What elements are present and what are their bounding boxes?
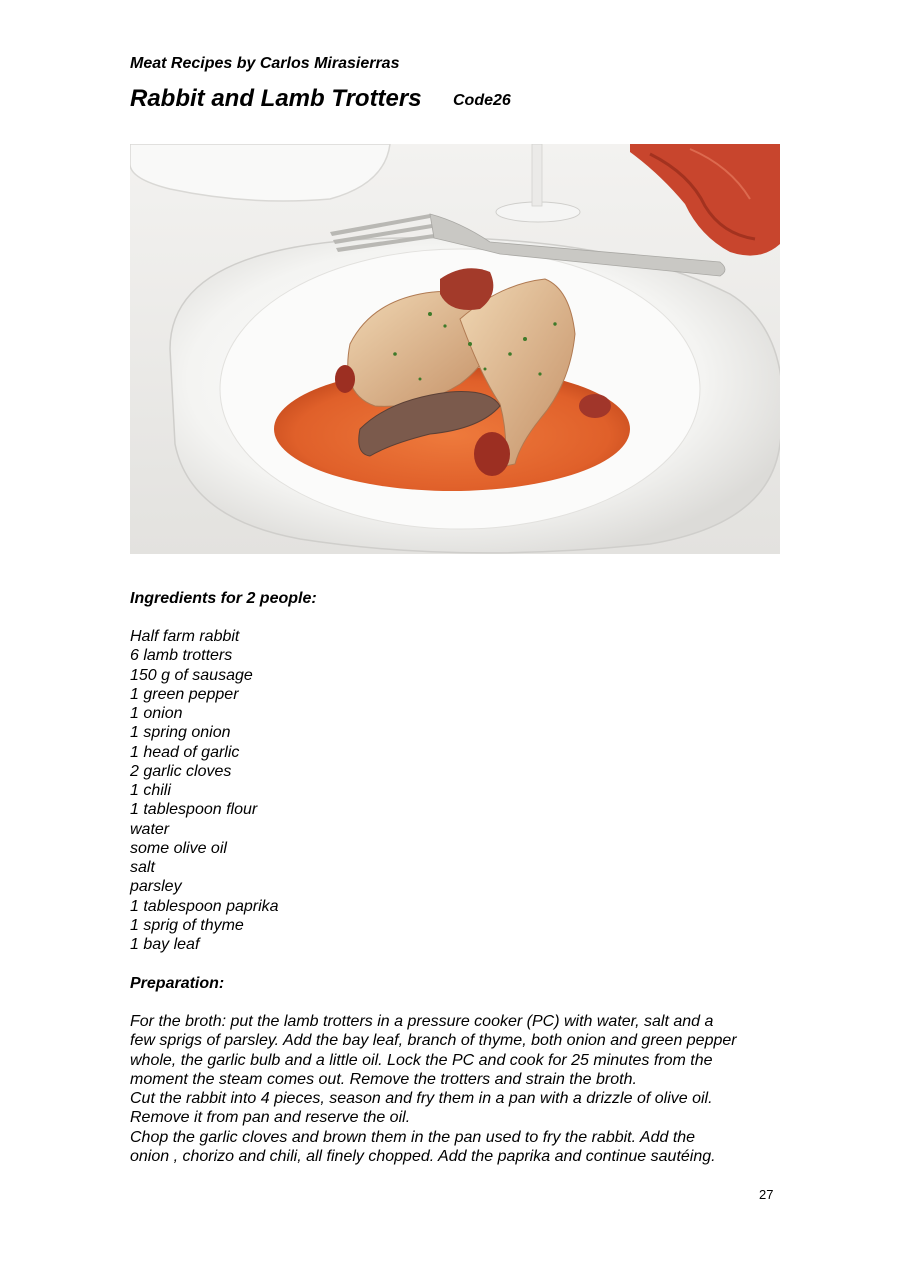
list-item: 1 bay leaf: [130, 936, 200, 953]
page-number: 27: [759, 1187, 774, 1202]
ingredients-heading: Ingredients for 2 people:: [130, 590, 317, 607]
list-item: 1 chili: [130, 782, 171, 799]
list-item: 1 tablespoon paprika: [130, 897, 279, 915]
list-item: salt: [130, 859, 155, 876]
book-title: Meat Recipes by Carlos Mirasierras: [130, 55, 400, 72]
preparation-line: few sprigs of parsley. Add the bay leaf, branch of thyme, both onion and green pepper: [130, 1032, 737, 1050]
preparation-line: Cut the rabbit into 4 pieces, season and fry them in a pan with a drizzle of olive oil.: [130, 1090, 713, 1108]
list-item: 1 green pepper: [130, 685, 239, 703]
preparation-line: Chop the garlic cloves and brown them in the pan used to fry the rabbit. Add the: [130, 1128, 696, 1146]
recipe-code: Code26: [453, 92, 511, 109]
list-item: 1 tablespoon flour: [130, 801, 258, 819]
list-item: 1 onion: [130, 705, 183, 722]
list-item: parsley: [130, 878, 182, 896]
list-item: some olive oil: [130, 839, 227, 857]
list-item: 1 sprig of thyme: [130, 916, 244, 934]
list-item: 150 g of sausage: [130, 666, 253, 684]
preparation-text: [130, 1012, 780, 1166]
preparation-heading: Preparation:: [130, 975, 225, 992]
ingredients-list: [130, 627, 279, 954]
list-item: Half farm rabbit: [130, 628, 240, 645]
preparation-line: moment the steam comes out. Remove the trotters and strain the broth.: [130, 1070, 637, 1088]
preparation-line: Remove it from pan and reserve the oil.: [130, 1109, 411, 1127]
list-item: 2 garlic cloves: [130, 762, 232, 780]
list-item: water: [130, 820, 170, 838]
recipe-title: Rabbit and Lamb Trotters: [130, 85, 422, 112]
list-item: 6 lamb trotters: [130, 647, 233, 665]
list-item: 1 spring onion: [130, 724, 231, 742]
preparation-line: onion , chorizo and chili, all finely chopped. Add the paprika and continue sautéing.: [130, 1148, 716, 1166]
preparation-line: whole, the garlic bulb and a little oil. Lock the PC and cook for 25 minutes from the: [130, 1051, 713, 1069]
recipe-photo: [130, 144, 780, 554]
preparation-line: For the broth: put the lamb trotters in a pressure cooker (PC) with water, salt and a: [130, 1013, 714, 1030]
list-item: 1 head of garlic: [130, 743, 240, 761]
